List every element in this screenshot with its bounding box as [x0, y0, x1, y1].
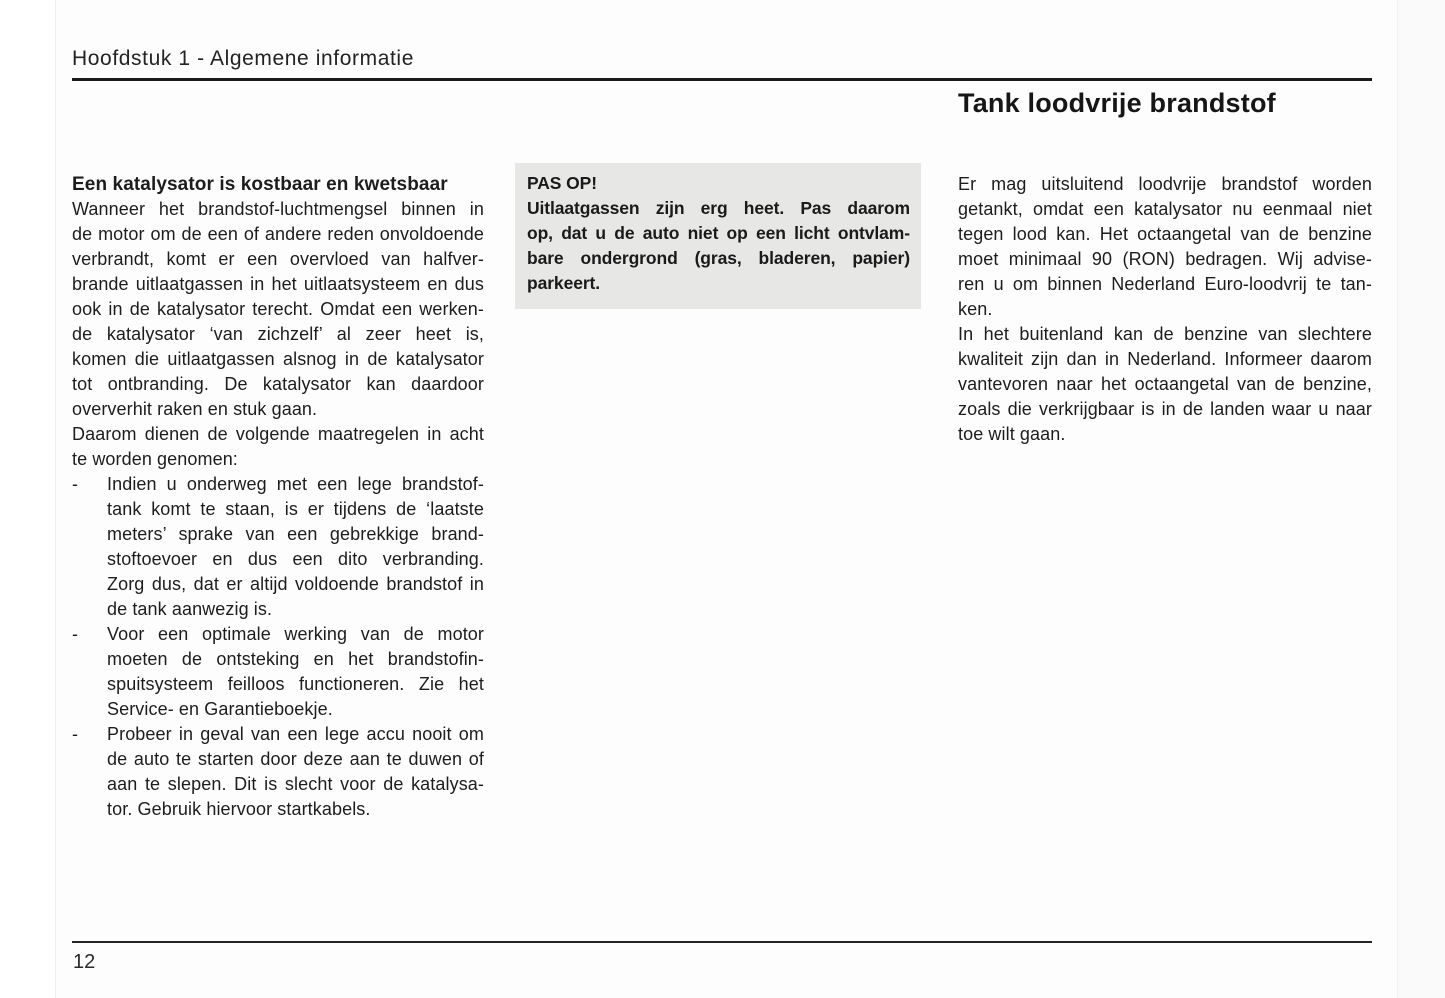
- text-line: ook in de katalysator terecht. Omdat een werken-: [72, 299, 484, 319]
- header-rule: [72, 78, 1372, 81]
- bullet-dash: -: [72, 624, 79, 644]
- right-column: [958, 172, 1372, 447]
- bullet-item-fuel-tank: [72, 472, 484, 622]
- scan-edge-right: [1397, 0, 1445, 998]
- text-line: tot ontbranding. De katalysator kan daardoor: [72, 374, 484, 394]
- bullet-dash: -: [72, 474, 79, 494]
- text-line: kwaliteit zijn dan in Nederland. Informeer daarom: [958, 349, 1372, 369]
- text-line: stoftoevoer en dus een dito verbranding.: [107, 549, 484, 569]
- text-line: brande uitlaatgassen in het uitlaatsysteem en dus: [72, 274, 484, 294]
- text-line: de katalysator ‘van zichzelf’ al zeer heet is,: [72, 324, 484, 344]
- text-line: op, dat u de auto niet op een licht ontvlam-: [527, 223, 910, 243]
- warning-box: [515, 163, 921, 309]
- text-line: vantevoren naar het octaangetal van de benzine,: [958, 374, 1372, 394]
- section-title: Tank loodvrije brandstof: [958, 88, 1276, 118]
- text-line: tegen lood kan. Het octaangetal van de benzine: [958, 224, 1372, 244]
- text-line: bare ondergrond (gras, bladeren, papier): [527, 248, 910, 268]
- text-line: komen die uitlaatgassen alsnog in de katalysator: [72, 349, 484, 369]
- bullet-text: [107, 722, 484, 822]
- text-line: de motor om de een of andere reden onvoldoende: [72, 224, 484, 244]
- text-line: Probeer in geval van een lege accu nooit om: [107, 724, 484, 744]
- text-line: tor. Gebruik hiervoor startkabels.: [107, 799, 371, 819]
- bullet-item-empty-battery: [72, 722, 484, 822]
- chapter-running-header: Hoofdstuk 1 - Algemene informatie: [72, 47, 414, 70]
- warning-box-title: PAS OP!: [527, 173, 597, 193]
- text-line: Daarom dienen de volgende maatregelen in acht: [72, 424, 484, 444]
- text-line: de auto te starten door deze aan te duwen of: [107, 749, 484, 769]
- left-column-heading: Een katalysator is kostbaar en kwetsbaar: [72, 174, 448, 195]
- text-line: In het buitenland kan de benzine van slechtere: [958, 324, 1372, 344]
- bullet-text: [107, 622, 484, 722]
- text-line: getankt, omdat een katalysator nu eenmaal niet: [958, 199, 1372, 219]
- right-column-paragraph-2: [958, 322, 1372, 447]
- text-line: aan te slepen. Dit is slecht voor de katalysa-: [107, 774, 484, 794]
- text-line: zoals die verkrijgbaar is in de landen waar u naar: [958, 399, 1372, 419]
- text-line: toe wilt gaan.: [958, 424, 1066, 444]
- left-column: [72, 172, 484, 822]
- left-column-paragraph-2: [72, 422, 484, 472]
- text-line: spuitsysteem feilloos functioneren. Zie het: [107, 674, 484, 694]
- text-line: Indien u onderweg met een lege brandstof-: [107, 474, 484, 494]
- bullet-item-ignition: [72, 622, 484, 722]
- text-line: te worden genomen:: [72, 449, 238, 469]
- bullet-text: [107, 472, 484, 622]
- text-line: oververhit raken en stuk gaan.: [72, 399, 318, 419]
- text-line: verbrandt, komt er een overvloed van halfver-: [72, 249, 484, 269]
- bullet-dash: -: [72, 724, 79, 744]
- text-line: Zorg dus, dat er altijd voldoende brandstof in: [107, 574, 484, 594]
- text-line: meters’ sprake van een gebrekkige brand-: [107, 524, 484, 544]
- scan-edge-left: [0, 0, 56, 998]
- text-line: Er mag uitsluitend loodvrije brandstof worden: [958, 174, 1372, 194]
- text-line: moeten de ontsteking en het brandstofin-: [107, 649, 484, 669]
- text-line: parkeert.: [527, 273, 601, 293]
- warning-box-body: [527, 196, 910, 296]
- text-line: moet minimaal 90 (RON) bedragen. Wij advise-: [958, 249, 1372, 269]
- text-line: ken.: [958, 299, 993, 319]
- left-column-paragraph-1: [72, 197, 484, 422]
- right-column-paragraph-1: [958, 172, 1372, 322]
- text-line: Voor een optimale werking van de motor: [107, 624, 484, 644]
- text-line: Uitlaatgassen zijn erg heet. Pas daarom: [527, 198, 910, 218]
- page-number: 12: [73, 951, 96, 973]
- text-line: de tank aanwezig is.: [107, 599, 273, 619]
- text-line: ren u om binnen Nederland Euro-loodvrij te tan-: [958, 274, 1372, 294]
- footer-rule: [72, 941, 1372, 943]
- text-line: tank komt te staan, is er tijdens de ‘laatste: [107, 499, 484, 519]
- text-line: Wanneer het brandstof-luchtmengsel binnen in: [72, 199, 484, 219]
- text-line: Service- en Garantieboekje.: [107, 699, 333, 719]
